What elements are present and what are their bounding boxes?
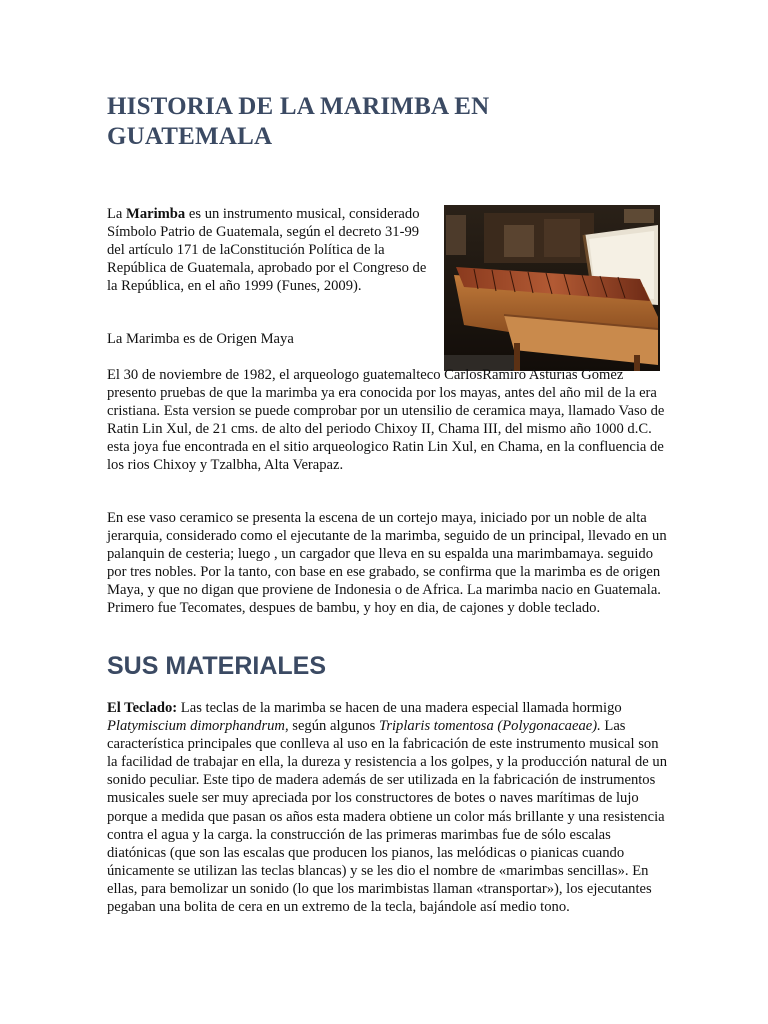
marimba-photo [444,205,660,371]
paragraph-vaso: En ese vaso ceramico se presenta la escena de un cortejo maya, iniciado por un noble de alta jerarquia, considerado como el ejecutante de la marimba, seguido de un principal, llevado en un palanquin de cesteria; luego , un cargador que lleva en su espalda una marimbamaya. seguido por tres nobles. Por la tanto, con base en ese grabado, se confirma que la marimba es de origen Maya, y que no digan que proviene de Indonesia o de Africa. La marimba nacio en Guatemala. Primero fue Tecomates, despues de bambu, y hoy en dia, de cajones y doble teclado. [107,510,667,617]
intro-paragraph [107,205,427,295]
teclado-text-2: , según algunos [284,718,380,735]
teclado-species-1: Platymiscium dimorphandrum [107,718,285,735]
teclado-species-2: Triplaris tomentosa (Polygonacaeae). [379,718,601,735]
teclado-text-1: Las teclas de la marimba se hacen de una madera especial llamada hormigo [177,700,622,716]
page-title: HISTORIA DE LA MARIMBA EN GUATEMALA [107,93,490,150]
teclado-text-3: Las característica principales que conlleva al uso en la fabricación de este instrumento musical son la facilidad de trabajar en ella, la dureza y resistencia a los golpes, y la producción natural de un sonido peculiar. Este tipo de madera además de ser utilizada en la fabricación de instrumentos musicales suele ser muy apreciada por los constructores de botes o naves marítimas de lujo porque a medida que pasan os años esta madera obtiene un color más brillante y una resistencia contra el agua y la carga. la construcción de las primeras marimbas fue de sólo escalas diatónicas (que son las escalas que producen los pianos, las melódicas o pianicas cuando únicamente se utilizan las teclas blancas) y se les dio el nombre de «marimbas sencillas». En ellas, para bemolizar un sonido (lo que los marimbistas llaman «transportar»), los ejecutantes pegaban una bolita de cera en un extremo de la tecla, bajándole así medio tono. [107,718,667,916]
origin-line: La Marimba es de Origen Maya [107,331,294,347]
paragraph-1982: El 30 de noviembre de 1982, el arqueologo guatemalteco CarlosRamiro Asturias Gomez presento pruebas de que la marimba ya era conocida por los mayas, antes del año mil de la era cristiana. Esta version se puede comprobar por un utensilio de ceramica maya, llamado Vaso de Ratin Lin Xul, de 21 cms. de alto del periodo Chixoy II, Chama III, del mismo año 1000 d.C. esta joya fue encontrada en el sitio arqueologico Ratin Lin Xul, en Chama, en la confluencia de los rios Chixoy y Tzalbha, Alta Verapaz. [107,367,665,474]
section-title: SUS MATERIALES [107,652,326,680]
teclado-label: El Teclado: [107,700,178,716]
intro-pre: La [107,206,127,222]
teclado-paragraph [107,699,667,916]
intro-post: es un instrumento musical, considerado Símbolo Patrio de Guatemala, según el decreto 31-99 del artículo 171 de laConstitución Política de la República de Guatemala, aprobado por el Congreso de la República, en el año 1999 (Funes, 2009). [107,206,427,295]
intro-bold-marimba: Marimba [126,206,186,222]
